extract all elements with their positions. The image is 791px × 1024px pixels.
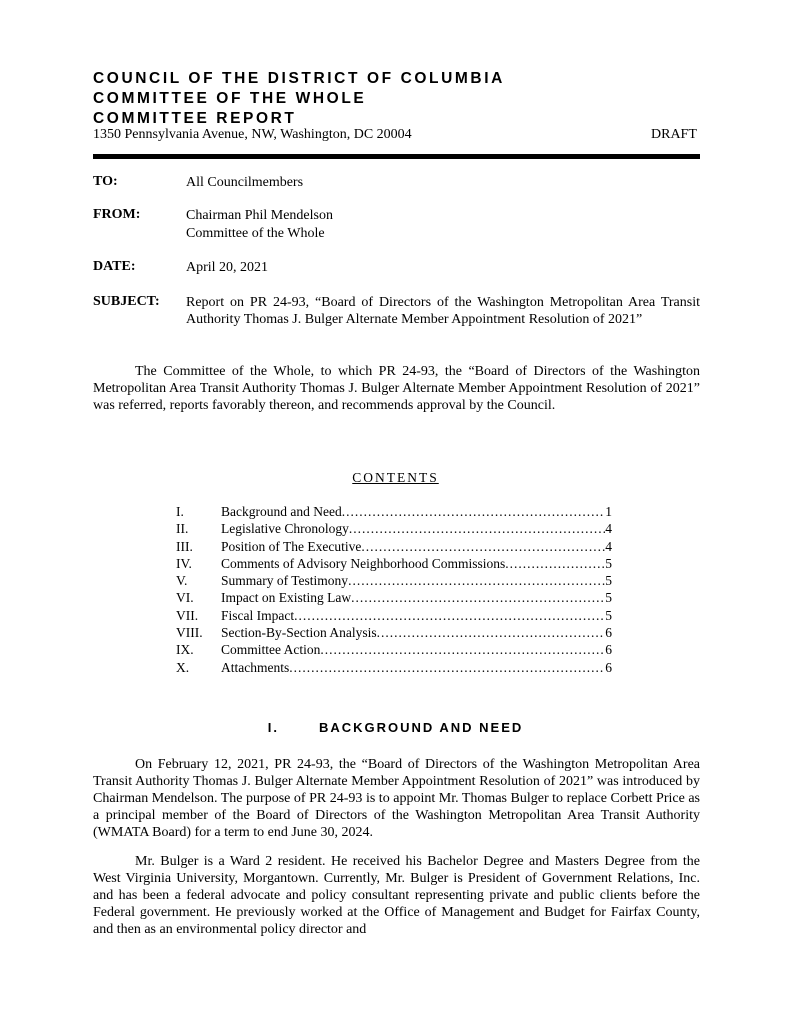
subject-value: Report on PR 24-93, “Board of Directors of the Washington Metropolitan Area Transit Authority Thomas J. Bulger Alternate Member Appointment Resolution of 2021”: [186, 295, 700, 327]
date-value: April 20, 2021: [186, 260, 269, 275]
table-of-contents: [176, 503, 612, 676]
from-committee: Committee of the Whole: [186, 226, 325, 241]
toc-line: [221, 503, 612, 520]
toc-line: [221, 641, 612, 658]
toc-title: Background and Need: [221, 504, 342, 519]
section-title: BACKGROUND AND NEED: [318, 720, 524, 735]
toc-number: V.: [176, 573, 188, 589]
toc-page-number: 5: [605, 590, 612, 606]
toc-title: Attachments: [221, 659, 290, 675]
toc-page-number: 1: [605, 504, 612, 519]
intro-paragraph: [93, 363, 700, 414]
toc-number: X.: [176, 659, 190, 675]
toc-entry: [176, 555, 612, 572]
toc-page-number: 6: [605, 642, 612, 658]
toc-number: I.: [176, 504, 184, 519]
background-paragraph-1: [93, 756, 700, 841]
toc-number: IX.: [176, 642, 194, 658]
toc-line: [221, 624, 612, 641]
toc-leader: [348, 572, 605, 589]
toc-number: III.: [176, 538, 193, 554]
toc-line: [221, 520, 612, 537]
committee-title: COMMITTEE OF THE WHOLE: [93, 90, 367, 107]
background-text-2: Mr. Bulger is a Ward 2 resident. He received his Bachelor Degree and Masters Degree from the West Virginia University, Morgantown. Currently, Mr. Bulger is President of Government Relations, Inc. and has been a federal advocate and policy consultant representing private and public clients before the Federal government. He previously worked at the Office of Management and Budget for Fairfax County, and then as an environmental policy director and: [93, 854, 700, 937]
org-title: COUNCIL OF THE DISTRICT OF COLUMBIA: [93, 70, 505, 87]
section-heading: [0, 720, 791, 735]
toc-title: Section-By-Section Analysis: [221, 625, 377, 641]
toc-title: Fiscal Impact: [221, 607, 295, 623]
toc-page-number: 5: [605, 555, 612, 571]
toc-page-number: 4: [605, 538, 612, 554]
toc-entry: [176, 572, 612, 589]
draft-label: DRAFT: [651, 127, 697, 142]
toc-page-number: 6: [605, 625, 612, 641]
toc-title: Committee Action: [221, 642, 321, 658]
toc-entry: [176, 520, 612, 537]
toc-title: Summary of Testimony: [221, 573, 349, 589]
toc-title: Legislative Chronology: [221, 521, 349, 537]
toc-line: [221, 589, 612, 606]
header-rule: [93, 154, 700, 159]
to-label: TO:: [93, 174, 118, 189]
subject-label: SUBJECT:: [93, 294, 160, 309]
toc-title: Position of The Executive: [221, 538, 362, 554]
toc-leader: [377, 624, 606, 641]
toc-leader: [351, 589, 605, 606]
toc-number: VII.: [176, 607, 199, 623]
toc-leader: [294, 607, 605, 624]
background-text-1: On February 12, 2021, PR 24-93, the “Board of Directors of the Washington Metropolitan Area Transit Authority Thomas J. Bulger Alternate Member Appointment Resolution of 2021” was introduced by Chairman Mendelson. The purpose of PR 24-93 is to appoint Mr. Thomas Bulger to replace Corbett Price as a principal member of the Board of Directors of the Washington Metropolitan Area Transit Authority (WMATA Board) for a term to end June 30, 2024.: [93, 757, 700, 840]
toc-entry: [176, 659, 612, 676]
toc-line: [221, 659, 612, 676]
toc-leader: [320, 641, 605, 658]
toc-entry: [176, 624, 612, 641]
from-label: FROM:: [93, 207, 141, 222]
toc-line: [221, 572, 612, 589]
toc-number: IV.: [176, 555, 192, 571]
toc-entry: [176, 641, 612, 658]
background-paragraph-2: [93, 853, 700, 938]
toc-entry: [176, 538, 612, 555]
from-name: Chairman Phil Mendelson: [186, 208, 333, 223]
intro-text: The Committee of the Whole, to which PR 24-93, the “Board of Directors of the Washington Metropolitan Area Transit Authority Thomas J. Bulger Alternate Member Appointment Resolution of 2021” was referred, reports favorably thereon, and recommends approval by the Council.: [93, 364, 700, 413]
toc-entry: [176, 503, 612, 520]
toc-line: [221, 538, 612, 555]
toc-page-number: 5: [605, 607, 612, 623]
report-title: COMMITTEE REPORT: [93, 110, 297, 127]
toc-number: VIII.: [176, 625, 203, 641]
toc-page-number: 5: [605, 573, 612, 589]
toc-title: Comments of Advisory Neighborhood Commissions: [221, 555, 506, 571]
address: 1350 Pennsylvania Avenue, NW, Washington, DC 20004: [93, 127, 412, 142]
section-number: I.: [267, 720, 279, 735]
toc-leader: [342, 503, 606, 520]
toc-title: Impact on Existing Law: [221, 590, 352, 606]
toc-leader: [349, 520, 605, 537]
contents-title: CONTENTS: [352, 470, 439, 485]
contents-heading: [0, 470, 791, 486]
toc-entry: [176, 589, 612, 606]
toc-line: [221, 607, 612, 624]
toc-entry: [176, 607, 612, 624]
toc-number: VI.: [176, 590, 194, 606]
to-value: All Councilmembers: [186, 175, 304, 190]
date-label: DATE:: [93, 259, 136, 274]
toc-leader: [505, 555, 605, 572]
toc-page-number: 6: [605, 659, 612, 675]
toc-page-number: 4: [605, 521, 612, 537]
toc-leader: [289, 659, 605, 676]
toc-line: [221, 555, 612, 572]
toc-leader: [361, 538, 605, 555]
toc-number: II.: [176, 521, 189, 537]
